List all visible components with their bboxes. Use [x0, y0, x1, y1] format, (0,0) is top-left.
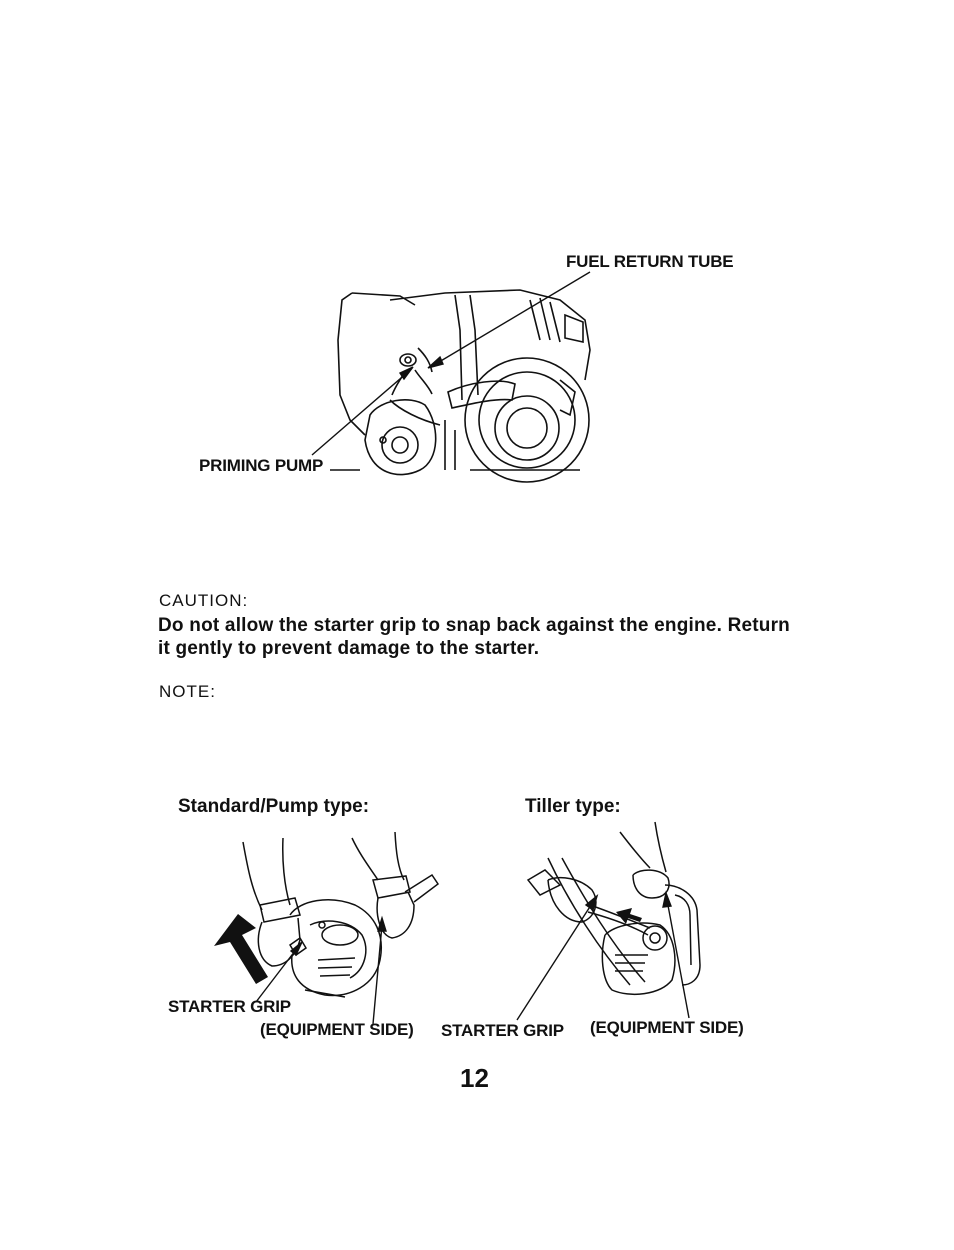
tiller-starter-grip-label: STARTER GRIP: [441, 1021, 564, 1040]
fuel-return-tube-label: FUEL RETURN TUBE: [566, 252, 734, 271]
caution-heading: CAUTION:: [159, 591, 249, 610]
caution-text: Do not allow the starter grip to snap back against the engine. Return it gently to prevent damage to the starter.: [158, 615, 790, 659]
standard-equipment-side-label: (EQUIPMENT SIDE): [260, 1020, 414, 1039]
tiller-type-title: Tiller type:: [525, 796, 621, 817]
tiller-equipment-side-label: (EQUIPMENT SIDE): [590, 1018, 744, 1037]
page-number: 12: [460, 1063, 489, 1093]
standard-starter-grip-label: STARTER GRIP: [168, 997, 291, 1016]
standard-type-title: Standard/Pump type:: [178, 796, 370, 817]
priming-pump-label: PRIMING PUMP: [199, 456, 324, 475]
note-heading: NOTE:: [159, 682, 216, 701]
